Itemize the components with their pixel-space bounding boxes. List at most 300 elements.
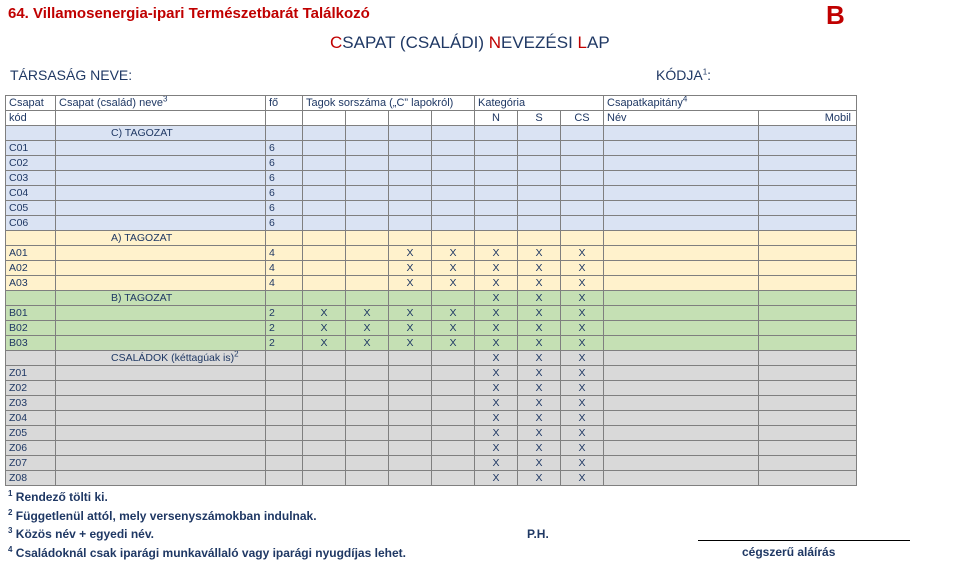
member-count [266, 396, 303, 411]
captain-name-cell[interactable] [604, 321, 759, 336]
member-number-cell: X [432, 321, 475, 336]
col-header-code-2: kód [6, 111, 56, 126]
col-header-member-numbers: Tagok sorszáma („C” lapokról) [303, 96, 475, 111]
member-number-cell[interactable] [346, 471, 389, 486]
table-subheader-row [6, 111, 857, 126]
member-number-cell[interactable] [303, 396, 346, 411]
category-mark: X [518, 246, 561, 261]
member-number-cell[interactable] [432, 156, 475, 171]
member-count: 2 [266, 321, 303, 336]
subtitle-part: AP [587, 33, 610, 52]
member-number-cell[interactable] [303, 426, 346, 441]
table-header-row [6, 96, 857, 111]
captain-name-cell[interactable] [604, 471, 759, 486]
col-header-name: Csapat (család) neve$^3$ [56, 96, 266, 111]
category-mark: X [518, 306, 561, 321]
member-number-cell[interactable] [346, 441, 389, 456]
category-mark: X [561, 336, 604, 351]
captain-name-cell[interactable] [604, 126, 759, 141]
captain-mobile-cell[interactable] [759, 141, 857, 156]
member-number-cell: X [389, 246, 432, 261]
captain-mobile-cell[interactable] [759, 471, 857, 486]
captain-mobile-cell[interactable] [759, 411, 857, 426]
section-label: B) TAGOZAT [56, 291, 266, 306]
captain-name-cell[interactable] [604, 291, 759, 306]
category-mark: X [561, 396, 604, 411]
captain-name-header: Név [604, 111, 759, 126]
table-row [6, 186, 857, 201]
team-code: A03 [6, 276, 56, 291]
signature-label: cégszerű aláírás [742, 545, 836, 559]
captain-mobile-cell[interactable] [759, 426, 857, 441]
member-count: 2 [266, 306, 303, 321]
captain-mobile-cell[interactable] [759, 246, 857, 261]
table-row [6, 366, 857, 381]
team-name-cell[interactable] [56, 396, 266, 411]
team-code: Z03 [6, 396, 56, 411]
captain-mobile-cell[interactable] [759, 156, 857, 171]
member-number-cell[interactable] [389, 366, 432, 381]
member-count [266, 366, 303, 381]
category-mark[interactable] [561, 156, 604, 171]
captain-mobile-cell[interactable] [759, 321, 857, 336]
category-mark: X [518, 366, 561, 381]
col-header-captain: Csapatkapitány$^4$ [604, 96, 857, 111]
member-number-cell[interactable] [389, 141, 432, 156]
member-count: 6 [266, 201, 303, 216]
captain-name-cell[interactable] [604, 231, 759, 246]
table-row [6, 471, 857, 486]
team-code: B03 [6, 336, 56, 351]
section-label: A) TAGOZAT [56, 231, 266, 246]
team-code: Z04 [6, 411, 56, 426]
member-number-cell: X [389, 306, 432, 321]
category-mark[interactable] [475, 186, 518, 201]
member-number-cell[interactable] [432, 441, 475, 456]
team-name-cell[interactable] [56, 186, 266, 201]
member-count: 2 [266, 336, 303, 351]
captain-name-cell[interactable] [604, 426, 759, 441]
captain-name-cell[interactable] [604, 381, 759, 396]
category-mark: X [475, 381, 518, 396]
team-name-cell[interactable] [56, 441, 266, 456]
member-number-cell: X [346, 321, 389, 336]
category-mark[interactable] [475, 216, 518, 231]
team-code: C02 [6, 156, 56, 171]
category-mark: X [475, 261, 518, 276]
team-code: Z06 [6, 441, 56, 456]
member-count [266, 426, 303, 441]
organization-label: TÁRSASÁG NEVE: [10, 67, 133, 83]
member-number-cell[interactable] [432, 201, 475, 216]
member-number-cell[interactable] [346, 156, 389, 171]
member-number-cell[interactable] [432, 381, 475, 396]
category-mark: X [475, 471, 518, 486]
section-mark [518, 231, 561, 246]
member-number-cell[interactable] [389, 171, 432, 186]
member-number-cell[interactable] [432, 396, 475, 411]
captain-mobile-cell[interactable] [759, 276, 857, 291]
form-subtitle [330, 33, 610, 53]
subtitle-initial: L [577, 33, 587, 52]
team-name-cell[interactable] [56, 456, 266, 471]
member-number-cell[interactable] [346, 141, 389, 156]
category-mark: X [518, 336, 561, 351]
member-number-cell[interactable] [303, 261, 346, 276]
member-number-cell[interactable] [346, 246, 389, 261]
member-number-cell: X [432, 276, 475, 291]
captain-mobile-cell[interactable] [759, 456, 857, 471]
captain-name-cell[interactable] [604, 411, 759, 426]
captain-mobile-header: Mobil [759, 111, 857, 126]
member-number-cell[interactable] [346, 396, 389, 411]
member-number-cell[interactable] [432, 426, 475, 441]
table-row [6, 396, 857, 411]
subtitle-part: EVEZÉSI [501, 33, 578, 52]
team-name-cell[interactable] [56, 216, 266, 231]
section-header-row [6, 291, 857, 306]
section-mark: X [561, 291, 604, 306]
member-number-cell[interactable] [303, 141, 346, 156]
section-mark [475, 126, 518, 141]
member-number-cell[interactable] [346, 201, 389, 216]
member-number-cell[interactable] [303, 366, 346, 381]
category-mark: X [475, 426, 518, 441]
table-row [6, 336, 857, 351]
captain-mobile-cell[interactable] [759, 306, 857, 321]
member-number-cell: X [389, 261, 432, 276]
footnote: $^4$ Családoknál csak iparági munkavállaló vagy iparági nyugdíjas lehet. [8, 544, 406, 560]
team-name-cell[interactable] [56, 471, 266, 486]
table-row [6, 141, 857, 156]
captain-mobile-cell[interactable] [759, 201, 857, 216]
member-number-cell: X [389, 321, 432, 336]
section-mark: X [561, 351, 604, 366]
team-name-cell[interactable] [56, 201, 266, 216]
team-name-cell[interactable] [56, 156, 266, 171]
category-mark: X [561, 471, 604, 486]
category-mark: X [561, 306, 604, 321]
category-mark: X [518, 381, 561, 396]
captain-mobile-cell[interactable] [759, 291, 857, 306]
category-n-header: N [475, 111, 518, 126]
captain-name-cell[interactable] [604, 156, 759, 171]
member-number-cell[interactable] [389, 186, 432, 201]
category-mark[interactable] [518, 141, 561, 156]
col-header-count: fő [266, 96, 303, 111]
member-number-cell[interactable] [303, 441, 346, 456]
member-count [266, 411, 303, 426]
team-code: A01 [6, 246, 56, 261]
subtitle-initial: N [488, 33, 501, 52]
section-header-row [6, 351, 857, 366]
captain-name-cell[interactable] [604, 141, 759, 156]
category-mark: X [561, 246, 604, 261]
member-number-cell[interactable] [389, 156, 432, 171]
member-number-cell[interactable] [389, 411, 432, 426]
member-number-cell[interactable] [303, 381, 346, 396]
member-number-cell[interactable] [303, 186, 346, 201]
category-mark: X [518, 321, 561, 336]
team-code: C01 [6, 141, 56, 156]
team-code: Z07 [6, 456, 56, 471]
category-mark: X [518, 261, 561, 276]
member-number-cell[interactable] [303, 246, 346, 261]
team-name-cell[interactable] [56, 141, 266, 156]
category-mark[interactable] [518, 186, 561, 201]
table-row [6, 171, 857, 186]
category-mark[interactable] [561, 171, 604, 186]
category-mark: X [475, 441, 518, 456]
captain-name-cell[interactable] [604, 456, 759, 471]
captain-mobile-cell[interactable] [759, 351, 857, 366]
team-name-cell[interactable] [56, 336, 266, 351]
category-mark[interactable] [518, 171, 561, 186]
member-number-cell[interactable] [346, 381, 389, 396]
section-mark [561, 126, 604, 141]
category-mark[interactable] [561, 186, 604, 201]
category-mark[interactable] [561, 141, 604, 156]
team-code: C05 [6, 201, 56, 216]
category-mark: X [475, 321, 518, 336]
table-row [6, 411, 857, 426]
member-count: 6 [266, 186, 303, 201]
member-number-cell[interactable] [303, 201, 346, 216]
table-row [6, 321, 857, 336]
member-number-cell[interactable] [432, 186, 475, 201]
category-mark: X [475, 366, 518, 381]
category-mark: X [475, 396, 518, 411]
captain-name-cell[interactable] [604, 261, 759, 276]
member-number-cell[interactable] [389, 441, 432, 456]
member-number-cell[interactable] [432, 171, 475, 186]
member-number-cell[interactable] [389, 396, 432, 411]
captain-name-cell[interactable] [604, 351, 759, 366]
captain-name-cell[interactable] [604, 396, 759, 411]
section-header-row [6, 126, 857, 141]
member-number-cell[interactable] [346, 216, 389, 231]
member-number-cell: X [432, 246, 475, 261]
category-mark: X [475, 246, 518, 261]
captain-name-cell[interactable] [604, 306, 759, 321]
member-number-cell[interactable] [346, 411, 389, 426]
section-mark: X [518, 291, 561, 306]
member-number-cell[interactable] [389, 201, 432, 216]
category-cs-header: CS [561, 111, 604, 126]
table-row [6, 426, 857, 441]
member-number-cell: X [346, 306, 389, 321]
member-number-cell[interactable] [303, 171, 346, 186]
team-code: B01 [6, 306, 56, 321]
member-count: 4 [266, 276, 303, 291]
member-number-cell[interactable] [389, 381, 432, 396]
member-number-cell[interactable] [432, 456, 475, 471]
member-number-cell: X [303, 306, 346, 321]
captain-mobile-cell[interactable] [759, 396, 857, 411]
captain-mobile-cell[interactable] [759, 231, 857, 246]
table-row [6, 276, 857, 291]
signature-line [698, 540, 910, 541]
category-mark: X [561, 441, 604, 456]
captain-mobile-cell[interactable] [759, 216, 857, 231]
team-code: C03 [6, 171, 56, 186]
member-number-cell[interactable] [303, 471, 346, 486]
category-mark: X [518, 276, 561, 291]
member-number-cell[interactable] [389, 471, 432, 486]
member-count [266, 441, 303, 456]
team-code: Z05 [6, 426, 56, 441]
table-row [6, 441, 857, 456]
member-number-cell[interactable] [303, 411, 346, 426]
member-number-cell[interactable] [346, 171, 389, 186]
member-number-cell[interactable] [346, 366, 389, 381]
footnote: $^2$ Függetlenül attól, mely versenyszámokban indulnak. [8, 507, 317, 523]
captain-name-cell[interactable] [604, 276, 759, 291]
captain-mobile-cell[interactable] [759, 186, 857, 201]
table-row [6, 201, 857, 216]
category-mark[interactable] [561, 216, 604, 231]
form-letter: B [826, 0, 845, 30]
member-number-cell[interactable] [389, 426, 432, 441]
section-header-row [6, 231, 857, 246]
member-number-cell[interactable] [432, 411, 475, 426]
category-mark: X [518, 441, 561, 456]
captain-mobile-cell[interactable] [759, 336, 857, 351]
category-mark: X [561, 366, 604, 381]
team-code: C04 [6, 186, 56, 201]
member-number-cell[interactable] [303, 276, 346, 291]
team-name-cell[interactable] [56, 276, 266, 291]
category-mark[interactable] [561, 201, 604, 216]
section-mark [475, 231, 518, 246]
captain-name-cell[interactable] [604, 246, 759, 261]
table-row [6, 246, 857, 261]
captain-mobile-cell[interactable] [759, 171, 857, 186]
category-mark: X [561, 381, 604, 396]
captain-mobile-cell[interactable] [759, 441, 857, 456]
captain-name-cell[interactable] [604, 171, 759, 186]
section-label: CSALÁDOK (kéttagúak is)$^2$ [56, 351, 266, 366]
member-number-cell[interactable] [432, 366, 475, 381]
captain-mobile-cell[interactable] [759, 381, 857, 396]
category-mark: X [561, 321, 604, 336]
team-code: Z02 [6, 381, 56, 396]
captain-name-cell[interactable] [604, 186, 759, 201]
section-mark: X [475, 351, 518, 366]
stamp-placeholder: P.H. [527, 527, 549, 541]
team-name-cell[interactable] [56, 366, 266, 381]
section-label: C) TAGOZAT [56, 126, 266, 141]
member-number-cell[interactable] [303, 456, 346, 471]
member-count [266, 381, 303, 396]
category-mark[interactable] [475, 141, 518, 156]
member-count: 6 [266, 156, 303, 171]
category-mark[interactable] [475, 171, 518, 186]
captain-mobile-cell[interactable] [759, 126, 857, 141]
team-code: A02 [6, 261, 56, 276]
category-mark: X [518, 426, 561, 441]
table-row [6, 381, 857, 396]
category-mark[interactable] [475, 201, 518, 216]
team-name-cell[interactable] [56, 246, 266, 261]
category-mark[interactable] [475, 156, 518, 171]
member-number-cell[interactable] [303, 216, 346, 231]
team-code: Z08 [6, 471, 56, 486]
member-count: 6 [266, 141, 303, 156]
team-name-cell[interactable] [56, 171, 266, 186]
member-number-cell[interactable] [432, 216, 475, 231]
captain-name-cell[interactable] [604, 216, 759, 231]
category-mark[interactable] [518, 201, 561, 216]
captain-name-cell[interactable] [604, 366, 759, 381]
category-mark: X [561, 426, 604, 441]
category-mark: X [561, 411, 604, 426]
team-name-cell[interactable] [56, 411, 266, 426]
member-number-cell[interactable] [346, 261, 389, 276]
member-count: 6 [266, 216, 303, 231]
captain-mobile-cell[interactable] [759, 366, 857, 381]
category-mark: X [475, 336, 518, 351]
member-number-cell: X [432, 261, 475, 276]
member-count: 4 [266, 261, 303, 276]
captain-mobile-cell[interactable] [759, 261, 857, 276]
col-header-code: Csapat [6, 96, 56, 111]
team-name-cell[interactable] [56, 381, 266, 396]
team-code: Z01 [6, 366, 56, 381]
category-mark: X [518, 411, 561, 426]
member-count: 4 [266, 246, 303, 261]
category-mark[interactable] [518, 216, 561, 231]
team-name-cell[interactable] [56, 426, 266, 441]
category-mark: X [475, 306, 518, 321]
team-code: B02 [6, 321, 56, 336]
member-number-cell[interactable] [432, 141, 475, 156]
captain-name-cell[interactable] [604, 201, 759, 216]
team-name-cell[interactable] [56, 306, 266, 321]
table-row [6, 306, 857, 321]
team-registration-table [5, 95, 857, 486]
category-mark[interactable] [518, 156, 561, 171]
team-code: C06 [6, 216, 56, 231]
section-mark [561, 231, 604, 246]
member-number-cell[interactable] [432, 471, 475, 486]
member-number-cell: X [303, 336, 346, 351]
member-number-cell: X [432, 336, 475, 351]
table-row [6, 156, 857, 171]
member-number-cell[interactable] [346, 186, 389, 201]
category-s-header: S [518, 111, 561, 126]
member-number-cell[interactable] [346, 276, 389, 291]
member-number-cell[interactable] [346, 456, 389, 471]
member-number-cell[interactable] [303, 156, 346, 171]
member-number-cell[interactable] [346, 426, 389, 441]
member-count [266, 456, 303, 471]
member-number-cell[interactable] [389, 216, 432, 231]
member-number-cell[interactable] [389, 456, 432, 471]
category-mark: X [475, 456, 518, 471]
captain-name-cell[interactable] [604, 441, 759, 456]
section-mark [518, 126, 561, 141]
footnote: $^3$ Közös név + egyedi név. [8, 526, 154, 541]
team-name-cell[interactable] [56, 321, 266, 336]
category-mark: X [561, 261, 604, 276]
team-name-cell[interactable] [56, 261, 266, 276]
table-row [6, 216, 857, 231]
category-mark: X [561, 456, 604, 471]
captain-name-cell[interactable] [604, 336, 759, 351]
member-count: 6 [266, 171, 303, 186]
member-number-cell: X [389, 336, 432, 351]
